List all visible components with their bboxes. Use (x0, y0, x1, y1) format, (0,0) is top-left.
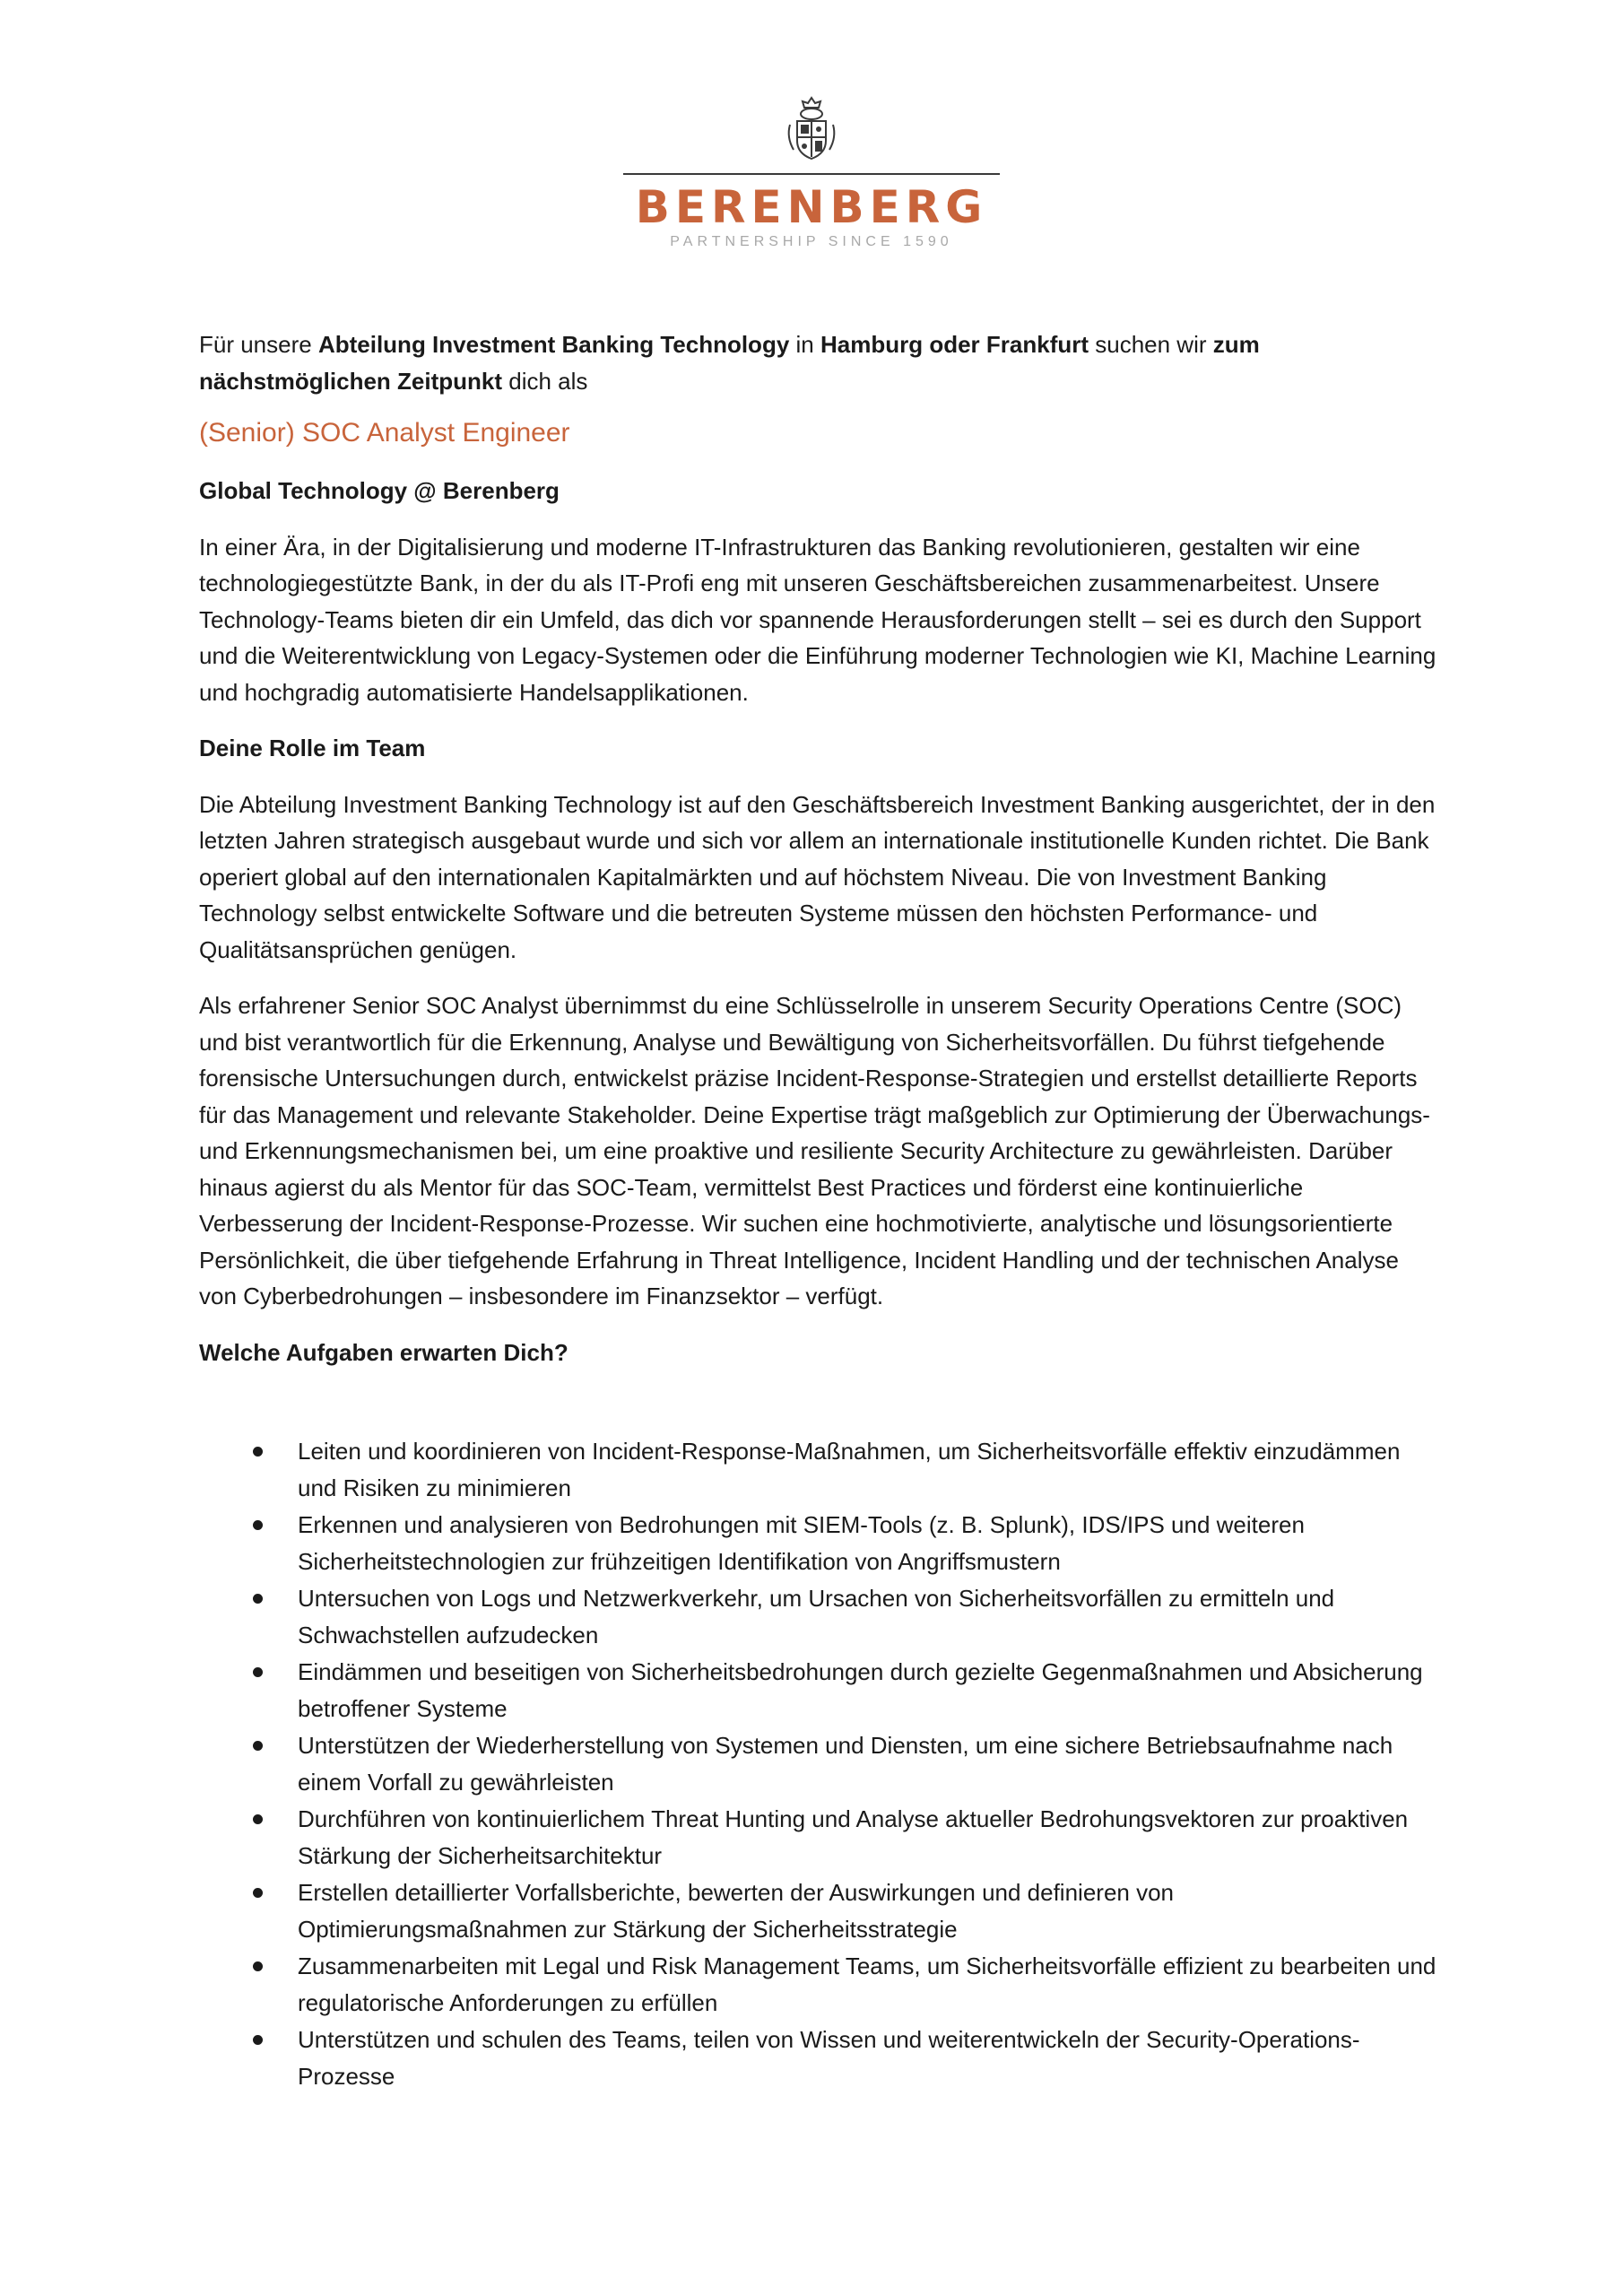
crest-icon (783, 94, 840, 164)
list-item: Durchführen von kontinuierlichem Threat Hunting und Analyse aktueller Bedrohungsvektoren zur proaktiven Stärkung der Sicherheitsarchitektur (199, 1801, 1436, 1874)
logo-divider (623, 173, 1000, 175)
bullet-icon (253, 1520, 263, 1530)
bullet-icon (253, 1814, 263, 1824)
section-text-role-1: Die Abteilung Investment Banking Technology ist auf den Geschäftsbereich Investment Banking ausgerichtet, der in den letzten Jahren strategisch ausgebaut wurde und sich vor allem an internationale institutionelle Kunden richtet. Die Bank operiert global auf den internationalen Kapitalmärkten und auf höchstem Niveau. Die von Investment Banking Technology selbst entwickelte Software und die betreuten Systeme müssen den höchsten Performance- und Qualitätsansprüchen genügen. (199, 790, 1436, 963)
job-posting (199, 326, 1436, 2095)
list-item: Zusammenarbeiten mit Legal und Risk Management Teams, um Sicherheitsvorfälle effizient zu bearbeiten und regulatorische Anforderungen zu erfüllen (199, 1948, 1436, 2022)
intro-paragraph: Für unsere Abteilung Investment Banking Technology in Hamburg oder Frankfurt suchen wir zum nächstmöglichen Zeitpunkt dich als (199, 331, 1260, 395)
brand-tagline: PARTNERSHIP SINCE 1590 (670, 234, 953, 249)
list-item: Leiten und koordinieren von Incident-Response-Maßnahmen, um Sicherheitsvorfälle effektiv einzudämmen und Risiken zu minimieren (199, 1433, 1436, 1507)
list-item: Eindämmen und beseitigen von Sicherheitsbedrohungen durch gezielte Gegenmaßnahmen und Absicherung betroffener Systeme (199, 1654, 1436, 1727)
bullet-icon (253, 1741, 263, 1751)
bullet-icon (253, 1961, 263, 1971)
list-item: Erstellen detaillierter Vorfallsberichte, bewerten der Auswirkungen und definieren von Optimierungsmaßnahmen zur Stärkung der Sicherheitsstrategie (199, 1874, 1436, 1948)
job-title: (Senior) SOC Analyst Engineer (199, 418, 570, 448)
list-item: Unterstützen der Wiederherstellung von Systemen und Diensten, um eine sichere Betriebsaufnahme nach einem Vorfall zu gewährleisten (199, 1727, 1436, 1801)
section-text-global-technology: In einer Ära, in der Digitalisierung und moderne IT-Infrastrukturen das Banking revolutionieren, gestalten wir eine technologiegestützte Bank, in der du als IT-Profi eng mit unseren Geschäftsbereichen zusammenarbeitest. Unsere Technology-Teams bieten dir ein Umfeld, das dich vor spannende Herausforderungen stellt – sei es durch den Support und die Weiterentwicklung von Legacy-Systemen oder die Einführung moderner Technologien wie KI, Machine Learning und hochgradig automatisierte Handelsapplikationen. (199, 533, 1436, 706)
section-text-role-2: Als erfahrener Senior SOC Analyst übernimmst du eine Schlüsselrolle in unserem Security Operations Centre (SOC) und bist verantwortlich für die Erkennung, Analyse und Bewältigung von Sicherheitsvorfällen. Du führst tiefgehende forensische Untersuchungen durch, entwickelst präzise Incident-Response-Strategien und erstellst detaillierte Reports für das Management und relevante Stakeholder. Deine Expertise trägt maßgeblich zur Optimierung der Überwachungs- und Erkennungsmechanismen bei, um eine proaktive und resiliente Security Architecture zu gewährleisten. Darüber hinaus agierst du als Mentor für das SOC-Team, vermittelst Best Practices und förderst eine kontinuierliche Verbesserung der Incident-Response-Prozesse. Wir suchen eine hochmotivierte, analytische und lösungsorientierte Persönlichkeit, die über tiefgehende Erfahrung in Threat Intelligence, Incident Handling und der technischen Analyse von Cyberbedrohungen – insbesondere im Finanzsektor – verfügt. (199, 992, 1430, 1309)
company-logo (0, 94, 1623, 250)
bullet-icon (253, 1888, 263, 1898)
bullet-icon (253, 1667, 263, 1677)
section-heading-global-technology: Global Technology @ Berenberg (199, 477, 560, 504)
list-item: Erkennen und analysieren von Bedrohungen mit SIEM-Tools (z. B. Splunk), IDS/IPS und weiteren Sicherheitstechnologien zur frühzeitigen Identifikation von Angriffsmustern (199, 1507, 1436, 1580)
section-heading-tasks: Welche Aufgaben erwarten Dich? (199, 1338, 568, 1366)
bullet-icon (253, 1447, 263, 1457)
list-item: Unterstützen und schulen des Teams, teilen von Wissen und weiterentwickeln der Security-Operations-Prozesse (199, 2022, 1436, 2095)
section-heading-role: Deine Rolle im Team (199, 735, 426, 761)
bullet-icon (253, 2035, 263, 2045)
brand-name: BERENBERG (635, 181, 988, 233)
task-list (199, 1433, 1436, 2095)
bullet-icon (253, 1594, 263, 1604)
list-item: Untersuchen von Logs und Netzwerkverkehr, um Ursachen von Sicherheitsvorfällen zu ermitteln und Schwachstellen aufzudecken (199, 1580, 1436, 1654)
